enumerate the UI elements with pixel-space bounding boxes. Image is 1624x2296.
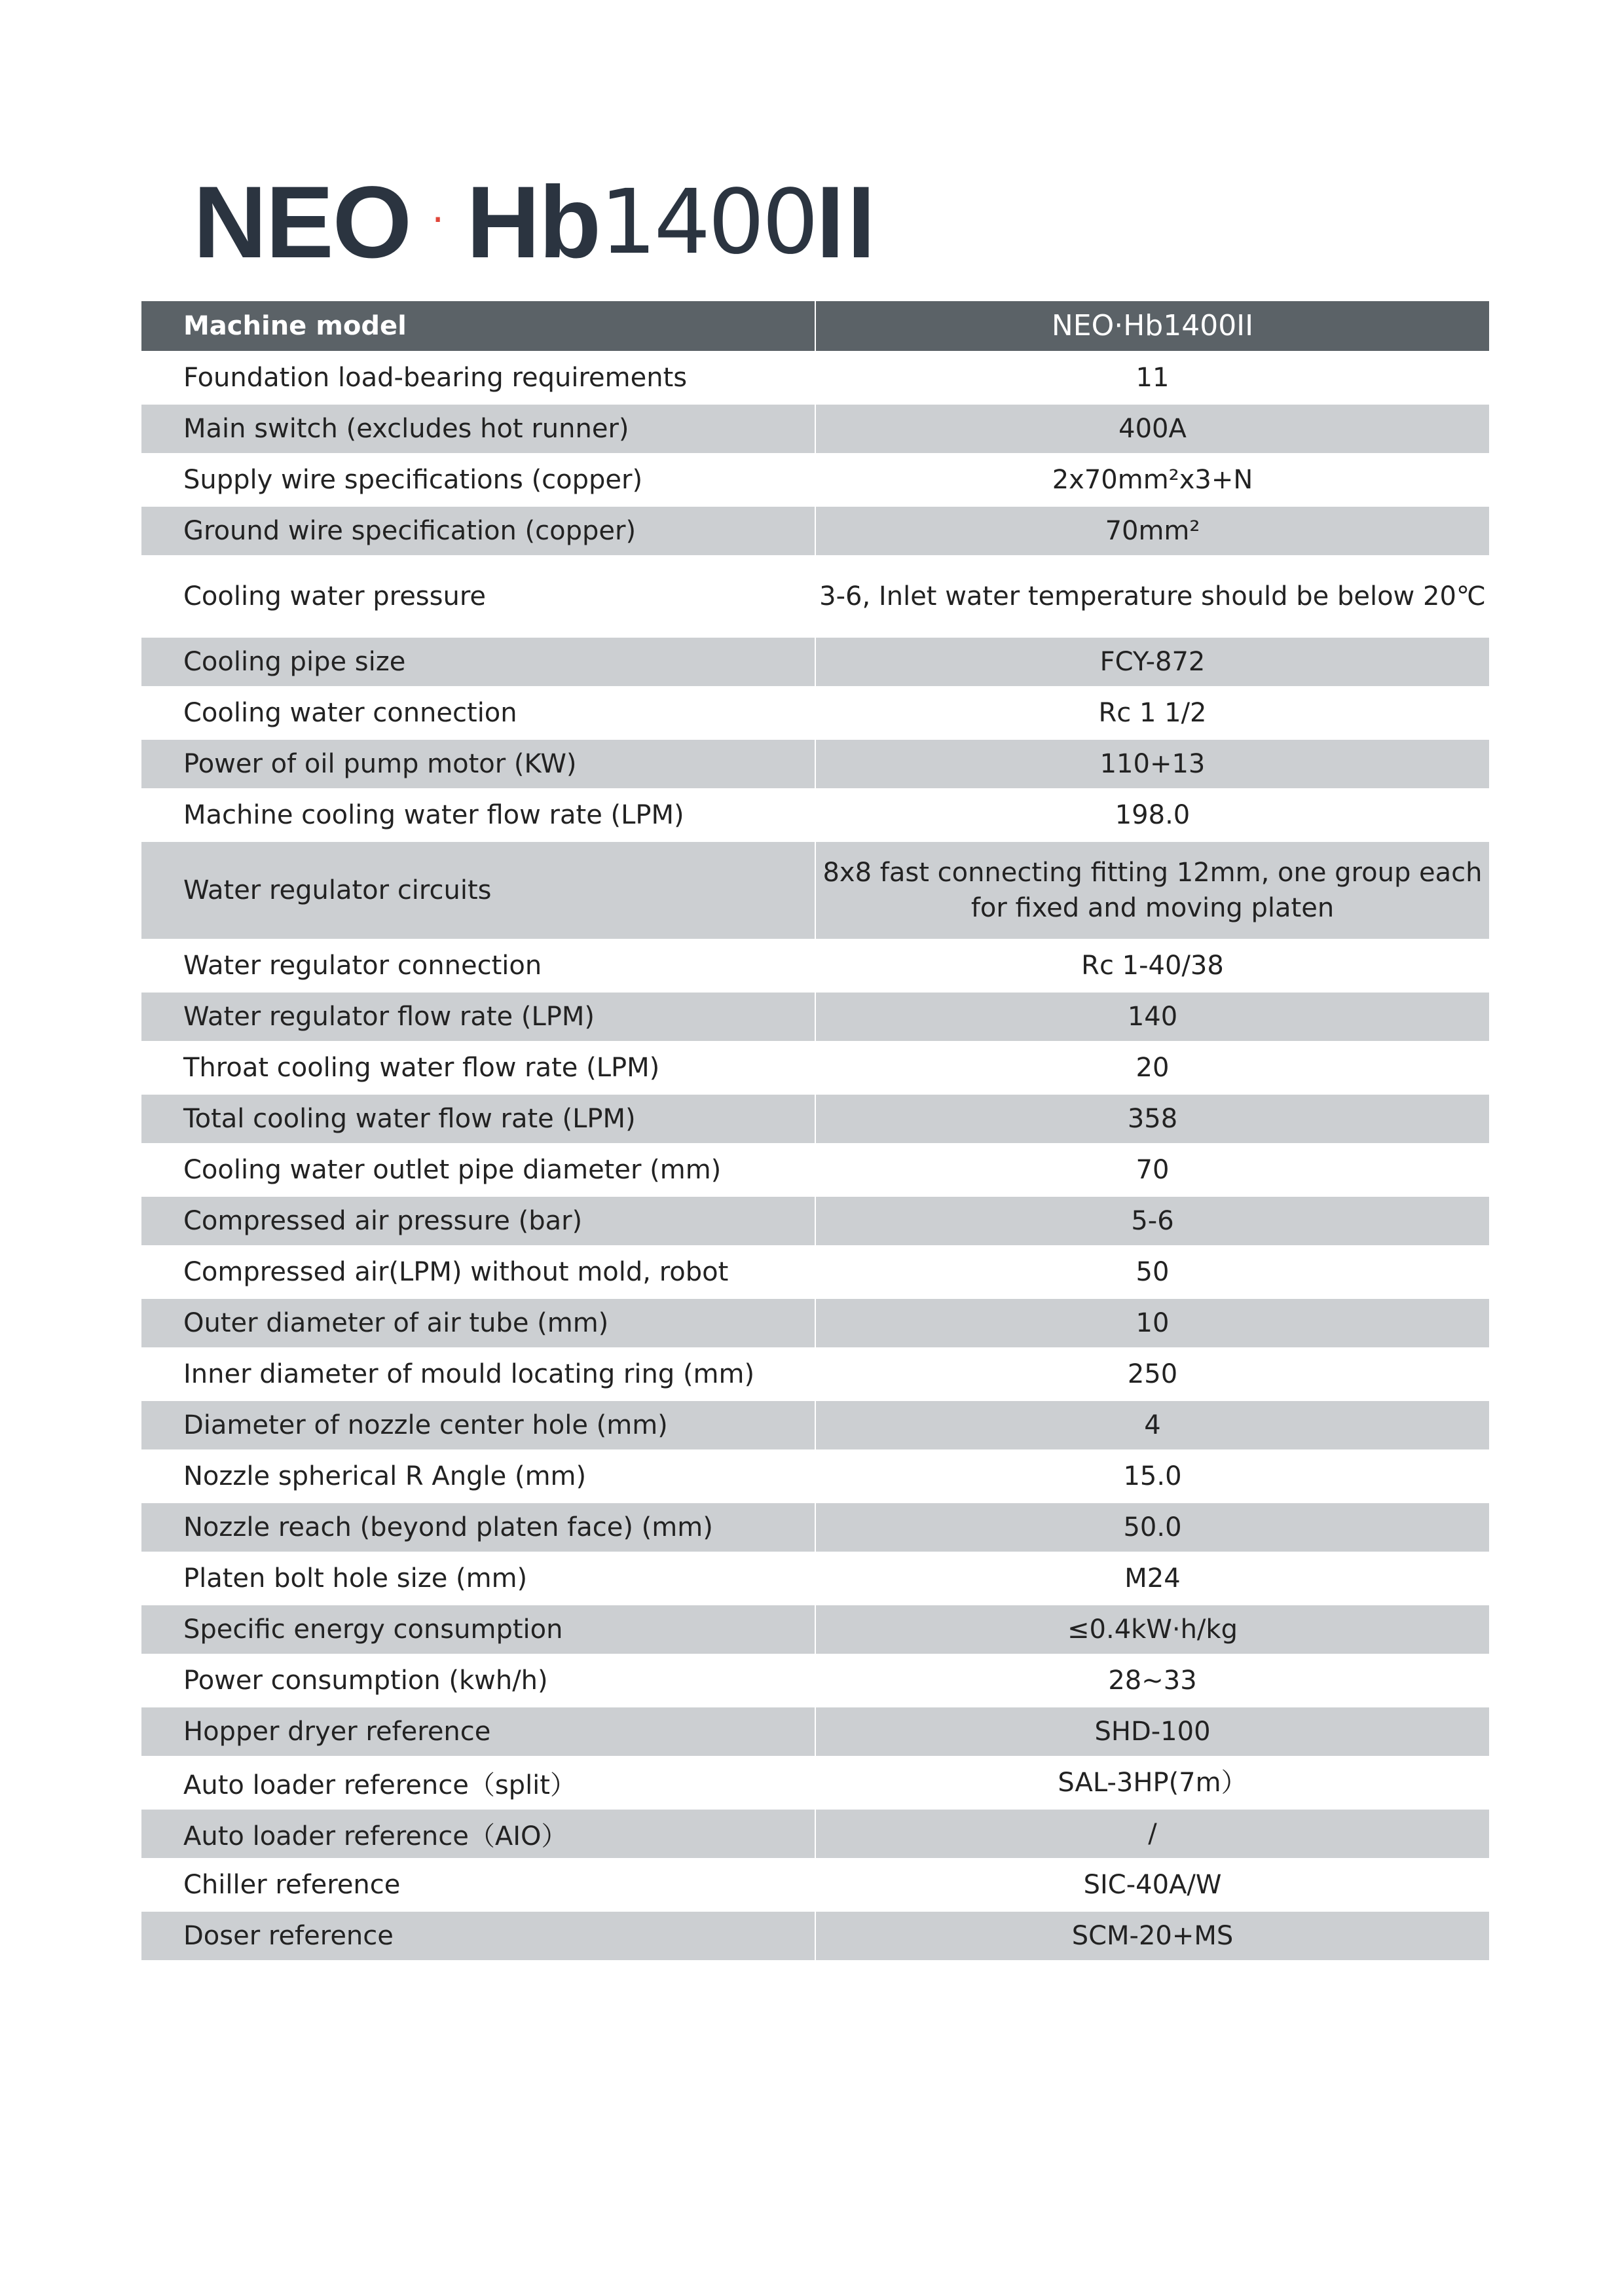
row-label: Compressed air(LPM) without mold, robot — [183, 1257, 729, 1287]
row-label: Compressed air pressure (bar) — [141, 1197, 815, 1245]
row-value: 10 — [816, 1299, 1489, 1347]
row-value: 4 — [816, 1401, 1489, 1449]
row-value: 50 — [1135, 1257, 1170, 1287]
table-row — [141, 689, 1489, 737]
row-label: Cooling water outlet pipe diameter (mm) — [183, 1155, 722, 1185]
row-label: Auto loader reference（AIO） — [141, 1810, 815, 1858]
table-row — [141, 1503, 1489, 1552]
row-value: 400A — [816, 405, 1489, 453]
row-value: SHD-100 — [816, 1707, 1489, 1756]
row-value: 70mm² — [816, 507, 1489, 555]
table-row — [141, 1912, 1489, 1960]
row-label: Power consumption (kwh/h) — [183, 1666, 548, 1696]
row-value: ≤0.4kW·h/kg — [816, 1605, 1489, 1654]
table-row — [141, 842, 1489, 939]
table-row — [141, 1299, 1489, 1347]
row-label: Cooling water pressure — [183, 581, 487, 611]
spec-table — [141, 301, 1489, 1963]
row-label: Platen bolt hole size (mm) — [183, 1563, 528, 1594]
title-separator-dot: · — [432, 197, 445, 243]
table-row — [141, 1656, 1489, 1705]
row-value: 140 — [816, 993, 1489, 1041]
row-label: Supply wire specifications (copper) — [183, 465, 643, 495]
row-value: 198.0 — [1115, 800, 1190, 830]
table-row — [141, 456, 1489, 504]
row-label: Auto loader reference（split） — [183, 1770, 576, 1800]
table-row — [141, 558, 1489, 635]
row-label: Hopper dryer reference — [141, 1707, 815, 1756]
row-label: Nozzle spherical R Angle (mm) — [183, 1461, 587, 1491]
table-row — [141, 1197, 1489, 1245]
row-value: 15.0 — [1123, 1461, 1182, 1491]
row-value: 70 — [1135, 1155, 1170, 1185]
row-label: Power of oil pump motor (KW) — [141, 740, 815, 788]
row-value: SCM-20+MS — [816, 1912, 1489, 1960]
table-row — [141, 1401, 1489, 1449]
table-row — [141, 507, 1489, 555]
title-brand: NEO — [193, 165, 411, 280]
table-row — [141, 1044, 1489, 1092]
table-row — [141, 1146, 1489, 1194]
row-value: SAL-3HP(7m） — [1058, 1768, 1247, 1798]
title-series: Hb — [466, 165, 600, 280]
table-row — [141, 1707, 1489, 1756]
row-value: / — [816, 1810, 1489, 1858]
table-row — [141, 1758, 1489, 1807]
table-header-row — [141, 301, 1489, 351]
row-label: Foundation load-bearing requirements — [183, 363, 688, 393]
row-value: M24 — [1124, 1563, 1181, 1594]
row-label: Doser reference — [141, 1912, 815, 1960]
table-row — [141, 638, 1489, 686]
row-label: Total cooling water flow rate (LPM) — [141, 1095, 815, 1143]
table-row — [141, 405, 1489, 453]
table-row — [141, 791, 1489, 839]
header-value-cell: NEO·Hb1400II — [816, 301, 1489, 351]
row-value: 250 — [1127, 1359, 1178, 1389]
table-row — [141, 1248, 1489, 1296]
row-label: Machine cooling water flow rate (LPM) — [183, 800, 684, 830]
row-value: 11 — [1135, 363, 1170, 393]
page-title — [193, 167, 878, 278]
row-value: 8x8 fast connecting fitting 12mm, one group each for fixed and moving platen — [816, 842, 1489, 939]
row-label: Main switch (excludes hot runner) — [141, 405, 815, 453]
row-value: SIC-40A/W — [1083, 1870, 1222, 1900]
header-label-cell: Machine model — [141, 301, 815, 351]
row-label: Water regulator connection — [183, 951, 542, 981]
table-row — [141, 1605, 1489, 1654]
table-row — [141, 993, 1489, 1041]
table-row — [141, 1095, 1489, 1143]
row-label: Inner diameter of mould locating ring (mm) — [183, 1359, 755, 1389]
table-row — [141, 1861, 1489, 1909]
table-row — [141, 740, 1489, 788]
row-value: 110+13 — [816, 740, 1489, 788]
row-value: 28~33 — [1108, 1666, 1197, 1696]
table-row — [141, 941, 1489, 990]
row-label: Water regulator circuits — [141, 842, 815, 939]
title-generation: II — [816, 165, 878, 280]
table-row — [141, 1554, 1489, 1603]
row-value: Rc 1-40/38 — [1081, 951, 1224, 981]
table-row — [141, 1810, 1489, 1858]
table-row — [141, 354, 1489, 402]
row-label: Chiller reference — [183, 1870, 401, 1900]
row-label: Specific energy consumption — [141, 1605, 815, 1654]
row-label: Cooling water connection — [183, 698, 517, 728]
row-value: 5-6 — [816, 1197, 1489, 1245]
table-row — [141, 1350, 1489, 1398]
row-label: Nozzle reach (beyond platen face) (mm) — [141, 1503, 815, 1552]
row-value: Rc 1 1/2 — [1098, 698, 1207, 728]
row-value: FCY-872 — [816, 638, 1489, 686]
row-label: Throat cooling water flow rate (LPM) — [183, 1053, 660, 1083]
row-label: Outer diameter of air tube (mm) — [141, 1299, 815, 1347]
row-label: Ground wire specification (copper) — [141, 507, 815, 555]
row-value: 358 — [816, 1095, 1489, 1143]
row-value: 2x70mm²x3+N — [1052, 465, 1253, 495]
row-value: 3-6, Inlet water temperature should be below 20℃ — [819, 581, 1486, 611]
title-number: 1400 — [600, 171, 817, 274]
table-row — [141, 1452, 1489, 1501]
row-label: Diameter of nozzle center hole (mm) — [141, 1401, 815, 1449]
row-label: Water regulator flow rate (LPM) — [141, 993, 815, 1041]
row-label: Cooling pipe size — [141, 638, 815, 686]
row-value: 20 — [1135, 1053, 1170, 1083]
row-value: 50.0 — [816, 1503, 1489, 1552]
